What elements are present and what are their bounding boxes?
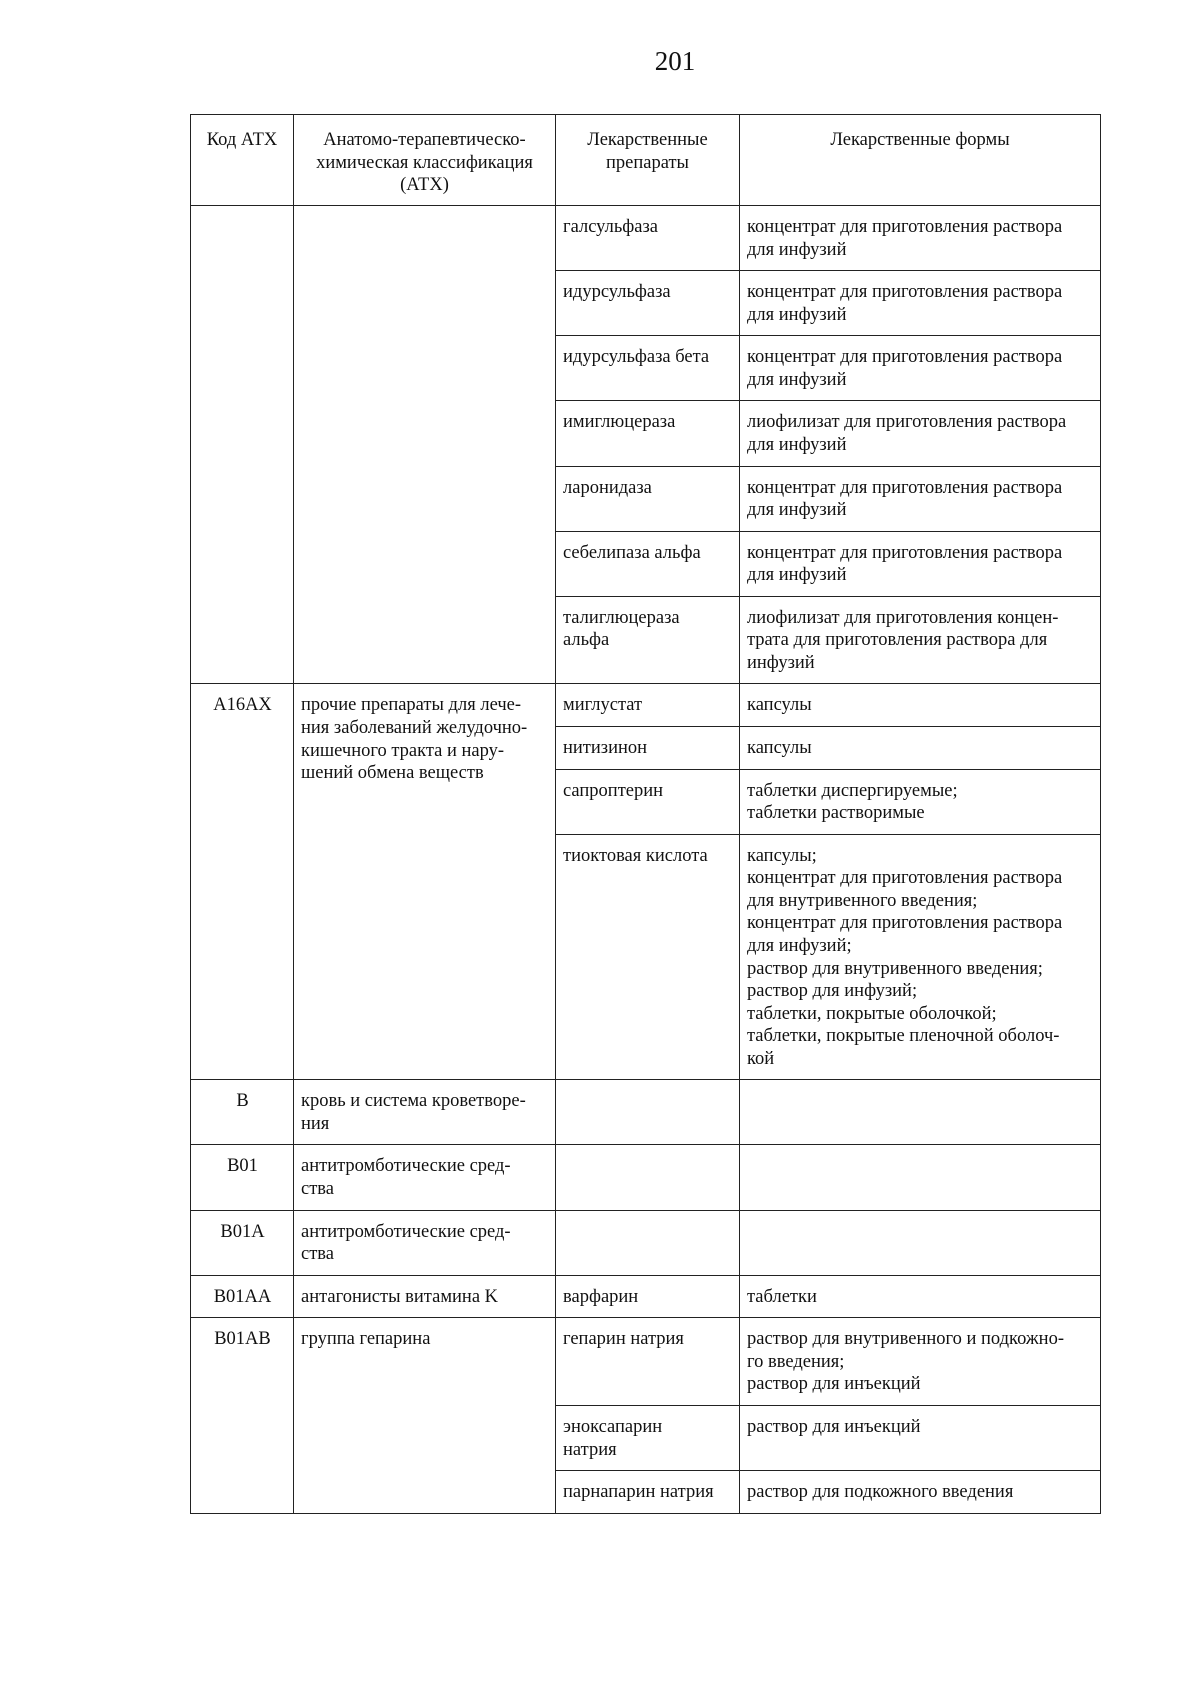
classification-cell: антагонисты витамина K — [294, 1275, 556, 1318]
drug-cell: варфарин — [556, 1275, 740, 1318]
dosage-forms-cell — [740, 1210, 1101, 1275]
header-drugs: Лекарственные препараты — [556, 115, 740, 206]
drug-cell: сапроптерин — [556, 769, 740, 834]
dosage-forms-cell: концентрат для приготовления раствора для инфузий — [740, 336, 1101, 401]
classification-cell: антитромботические сред- ства — [294, 1145, 556, 1210]
drug-cell: нитизинон — [556, 727, 740, 770]
classification-cell: прочие препараты для лече- ния заболеваний желудочно- кишечного тракта и нару- шений обмена веществ — [294, 684, 556, 1080]
dosage-forms-cell: концентрат для приготовления раствора для инфузий — [740, 466, 1101, 531]
table-row — [191, 1275, 1101, 1318]
drug-cell: ларонидаза — [556, 466, 740, 531]
drug-cell — [556, 1080, 740, 1145]
dosage-forms-cell: концентрат для приготовления раствора для инфузий — [740, 531, 1101, 596]
atx-table — [190, 114, 1101, 1514]
header-atx-classification: Анатомо-терапевтическо- химическая классификация (АТХ) — [294, 115, 556, 206]
table-body — [191, 206, 1101, 1514]
dosage-forms-cell: раствор для внутривенного и подкожно- го введения; раствор для инъекций — [740, 1318, 1101, 1406]
drug-cell: гепарин натрия — [556, 1318, 740, 1406]
atx-code-cell: B01AA — [191, 1275, 294, 1318]
dosage-forms-cell: капсулы — [740, 727, 1101, 770]
page-number: 201 — [654, 46, 696, 76]
atx-code-cell: B01A — [191, 1210, 294, 1275]
classification-cell: антитромботические сред- ства — [294, 1210, 556, 1275]
table-row — [191, 1210, 1101, 1275]
dosage-forms-cell: концентрат для приготовления раствора для инфузий — [740, 271, 1101, 336]
dosage-forms-cell: лиофилизат для приготовления раствора для инфузий — [740, 401, 1101, 466]
dosage-forms-cell: таблетки диспергируемые; таблетки растворимые — [740, 769, 1101, 834]
classification-cell: группа гепарина — [294, 1318, 556, 1513]
table-row — [191, 1145, 1101, 1210]
drug-cell: галсульфаза — [556, 206, 740, 271]
drug-cell: талиглюцераза альфа — [556, 596, 740, 684]
dosage-forms-cell: капсулы — [740, 684, 1101, 727]
atx-code-cell: A16AX — [191, 684, 294, 1080]
drug-cell — [556, 1210, 740, 1275]
dosage-forms-cell — [740, 1080, 1101, 1145]
atx-code-cell: B01 — [191, 1145, 294, 1210]
table-row — [191, 684, 1101, 727]
header-dosage-forms: Лекарственные формы — [740, 115, 1101, 206]
atx-code-cell — [191, 206, 294, 684]
dosage-forms-cell: раствор для подкожного введения — [740, 1471, 1101, 1514]
drug-cell: парнапарин натрия — [556, 1471, 740, 1514]
classification-cell: кровь и система кроветворе- ния — [294, 1080, 556, 1145]
dosage-forms-cell: таблетки — [740, 1275, 1101, 1318]
dosage-forms-cell: раствор для инъекций — [740, 1405, 1101, 1470]
drug-cell: идурсульфаза — [556, 271, 740, 336]
drug-cell — [556, 1145, 740, 1210]
drug-cell: эноксапарин натрия — [556, 1405, 740, 1470]
drug-cell: идурсульфаза бета — [556, 336, 740, 401]
drug-cell: миглустат — [556, 684, 740, 727]
drug-cell: себелипаза альфа — [556, 531, 740, 596]
dosage-forms-cell: концентрат для приготовления раствора для инфузий — [740, 206, 1101, 271]
dosage-forms-cell: капсулы; концентрат для приготовления раствора для внутривенного введения; концентрат для приготовления раствора для инфузий; раствор для внутривенного введения; раствор для инфузий; таблетки, покрытые оболочкой; таблетки, покрытые пленочной оболоч- кой — [740, 834, 1101, 1080]
header-row — [191, 115, 1101, 206]
atx-code-cell: B — [191, 1080, 294, 1145]
table-row — [191, 1080, 1101, 1145]
drug-cell: имиглюцераза — [556, 401, 740, 466]
table-row — [191, 206, 1101, 271]
drug-cell: тиоктовая кислота — [556, 834, 740, 1080]
dosage-forms-cell — [740, 1145, 1101, 1210]
table-row — [191, 1318, 1101, 1406]
atx-code-cell: B01AB — [191, 1318, 294, 1513]
header-atx-code: Код АТХ — [191, 115, 294, 206]
classification-cell — [294, 206, 556, 684]
dosage-forms-cell: лиофилизат для приготовления концен- трата для приготовления раствора для инфузий — [740, 596, 1101, 684]
